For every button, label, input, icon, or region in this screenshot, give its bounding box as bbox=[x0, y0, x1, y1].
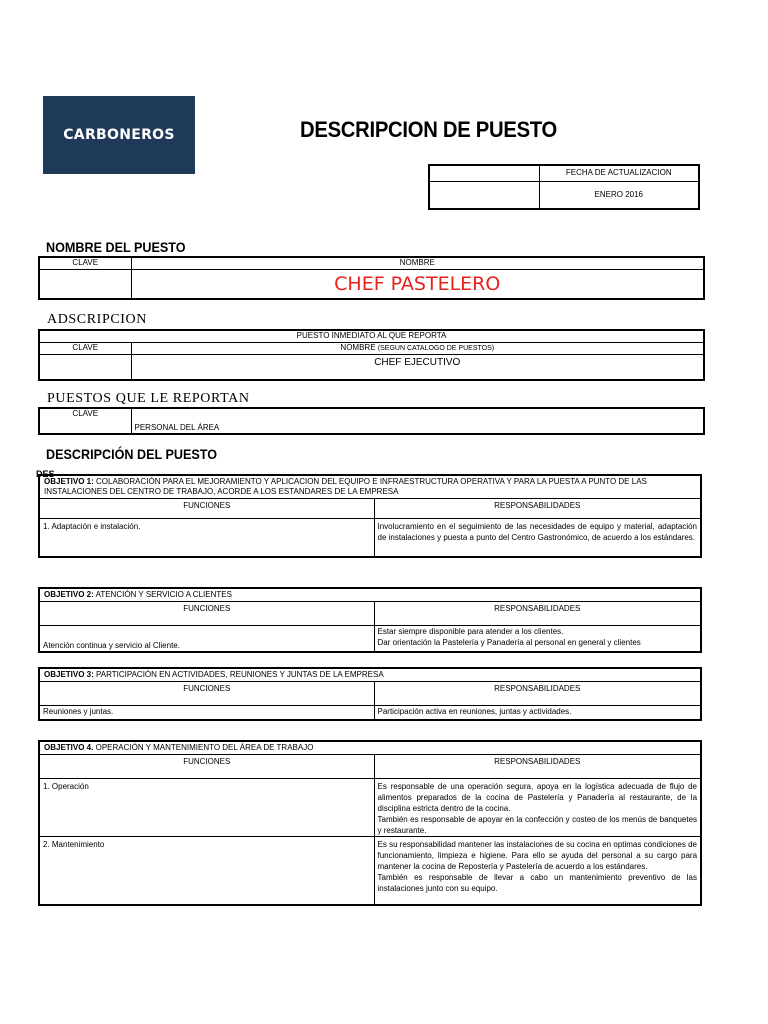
col-funciones: FUNCIONES bbox=[39, 682, 374, 706]
col-responsabilidades: RESPONSABILIDADES bbox=[374, 499, 701, 519]
col-funciones: FUNCIONES bbox=[39, 602, 374, 626]
col-responsabilidades: RESPONSABILIDADES bbox=[374, 682, 701, 706]
funcion-cell: 1. Operación bbox=[39, 779, 374, 837]
job-name-value: CHEF PASTELERO bbox=[131, 269, 704, 299]
clave-header: CLAVE bbox=[39, 408, 131, 420]
objetivo-4-header: OBJETIVO 4. OPERACIÓN Y MANTENIMIENTO DEL ÁREA DE TRABAJO bbox=[39, 741, 701, 755]
nombre-puesto-table bbox=[38, 256, 705, 300]
clave-value bbox=[39, 269, 131, 299]
responsabilidad-cell: Estar siempre disponible para atender a los clientes. Dar orientación la Pastelería y Panadería al personal en general y clientes bbox=[374, 626, 701, 652]
col-responsabilidades: RESPONSABILIDADES bbox=[374, 755, 701, 779]
section-title-adscripcion: ADSCRIPCION bbox=[47, 312, 147, 327]
responsabilidad-cell: Involucramiento en el seguimiento de las necesidades de equipo y material, adaptación de instalaciones y puesta a punto del Centro Gastronómico, de acuerdo a los estándares. bbox=[374, 519, 701, 557]
objetivo-2-header: OBJETIVO 2: ATENCIÓN Y SERVICIO A CLIENTES bbox=[39, 588, 701, 602]
objetivo-1-table bbox=[38, 474, 702, 558]
company-logo bbox=[43, 96, 195, 174]
section-title-nombre: NOMBRE DEL PUESTO bbox=[46, 239, 186, 255]
funcion-cell: Reuniones y juntas. bbox=[39, 706, 374, 720]
nombre-header: NOMBRE (SEGUN CATALOGO DE PUESTOS) bbox=[131, 342, 704, 354]
clave-header: CLAVE bbox=[39, 342, 131, 354]
update-date-label: FECHA DE ACTUALIZACION bbox=[539, 165, 699, 181]
objetivo-1-header: OBJETIVO 1: COLABORACIÓN PARA EL MEJORAMIENTO Y APLICACION DEL EQUIPO E INFRAESTRUCTURA OPERATIVA Y PARA LA PUESTA A PUNTO DE LAS INSTALACIONES DEL CENTRO DE TRABAJO, ACORDE A LOS ESTANDARES DE LA EMPRESA bbox=[39, 475, 701, 499]
funcion-cell: 2. Mantenimiento bbox=[39, 837, 374, 905]
overlap-text: DES bbox=[36, 469, 55, 479]
col-responsabilidades: RESPONSABILIDADES bbox=[374, 602, 701, 626]
responsabilidad-cell: Es responsable de una operación segura, apoya en la logística adecuada de flujo de alimentos preparados de la cocina de Pastelería y Panadería al restaurante, de la disciplina estricta dentro de la cocina. También es responsable de apoyar en la confección y costeo de los menús de banquetes y restaurante. bbox=[374, 779, 701, 837]
update-date-value: ENERO 2016 bbox=[539, 181, 699, 209]
objetivo-2-table bbox=[38, 587, 702, 653]
section-title-descripcion: DESCRIPCIÓN DEL PUESTO bbox=[46, 446, 218, 462]
reportan-table bbox=[38, 407, 705, 435]
col-funciones: FUNCIONES bbox=[39, 755, 374, 779]
adscripcion-table bbox=[38, 329, 705, 381]
col-funciones: FUNCIONES bbox=[39, 499, 374, 519]
objetivo-3-table bbox=[38, 667, 702, 721]
reporta-value: CHEF EJECUTIVO bbox=[131, 354, 704, 380]
responsabilidad-cell: Participación activa en reuniones, juntas y actividades. bbox=[374, 706, 701, 720]
section-title-reportan: PUESTOS QUE LE REPORTAN bbox=[47, 391, 250, 406]
document-title: DESCRIPCION DE PUESTO bbox=[300, 117, 558, 142]
objetivo-4-table bbox=[38, 740, 702, 906]
reportan-value: PERSONAL DEL ÁREA bbox=[131, 420, 704, 434]
clave-header: CLAVE bbox=[39, 257, 131, 269]
funcion-cell: Atención continua y servicio al Cliente. bbox=[39, 626, 374, 652]
update-date-table bbox=[428, 164, 700, 210]
responsabilidad-cell: Es su responsabilidad mantener las instalaciones de su cocina en optimas condiciones de funcionamiento, limpieza e higiene. Para ello se ayuda del personal a su cargo para mantener la cocina de Repostería y Pastelería de acuerdo a los estándares. También es responsable de llevar a cabo un mantenimiento preventivo de las instalaciones junto con su equipo. bbox=[374, 837, 701, 905]
reporta-header: PUESTO INMEDIATO AL QUE REPORTA bbox=[39, 330, 704, 342]
nombre-header: NOMBRE bbox=[131, 257, 704, 269]
logo-text: CARBONEROS bbox=[63, 127, 175, 143]
objetivo-3-header: OBJETIVO 3: PARTICIPACIÓN EN ACTIVIDADES, REUNIONES Y JUNTAS DE LA EMPRESA bbox=[39, 668, 701, 682]
funcion-cell: 1. Adaptación e instalación. bbox=[39, 519, 374, 557]
